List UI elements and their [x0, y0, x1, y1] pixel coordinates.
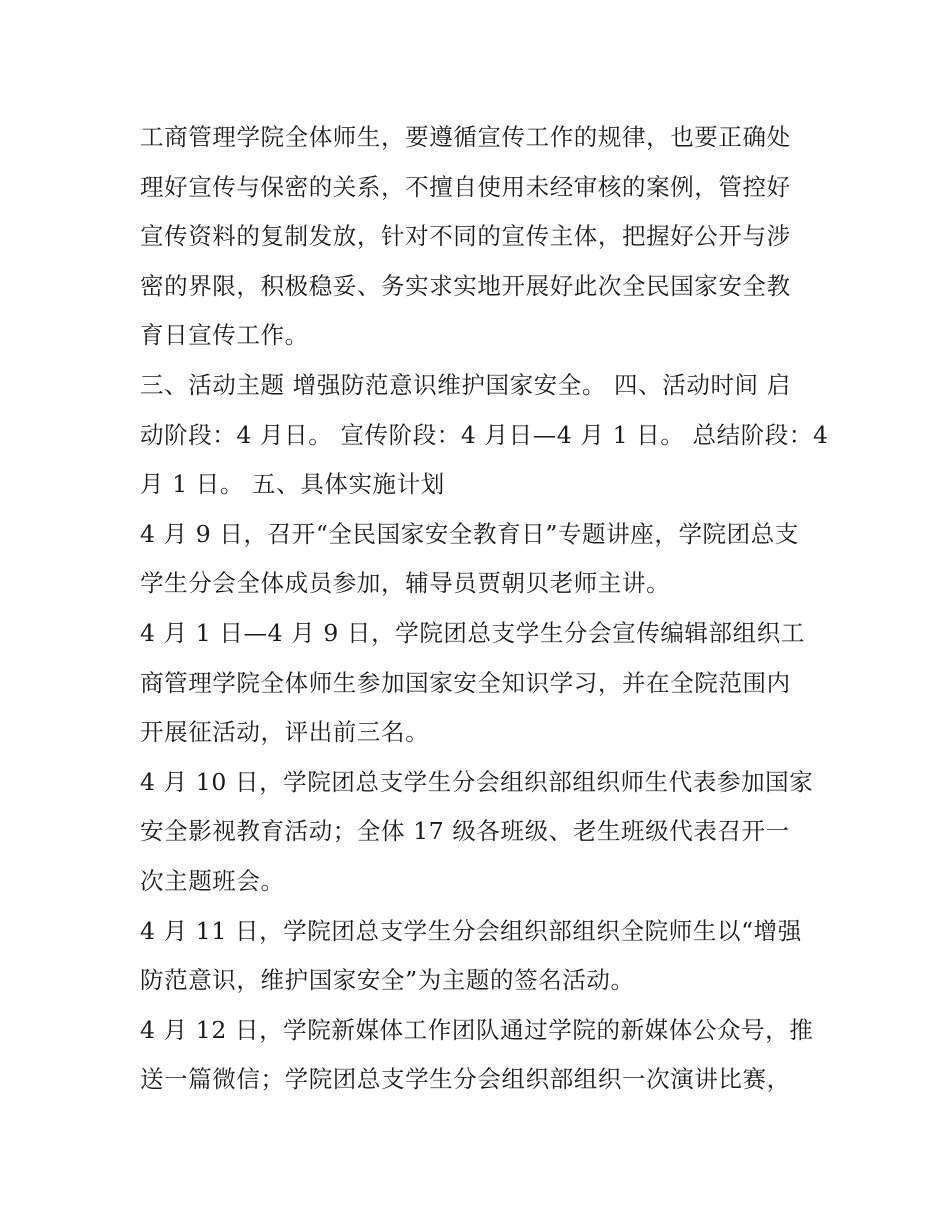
text-line: 开展征活动，评出前三名。: [140, 718, 430, 747]
text-line: 安全影视教育活动；全体 17 级各班级、老生班级代表召开一: [140, 817, 790, 846]
text-line: 4 月 12 日，学院新媒体工作团队通过学院的新媒体公众号，推: [140, 1015, 814, 1044]
text-line: 防范意识，维护国家安全”为主题的签名活动。: [140, 966, 635, 995]
section-heading-line: 三、活动主题 增强防范意识维护国家安全。 四、活动时间 启: [140, 370, 791, 399]
text-line: 4 月 10 日，学院团总支学生分会组织部组织师生代表参加国家: [140, 767, 814, 796]
text-line: 送一篇微信；学院团总支学生分会组织部组织一次演讲比赛，: [140, 1065, 791, 1094]
document-body: [140, 113, 829, 1105]
text-line: 4 月 9 日，召开“全民国家安全教育日”专题讲座，学院团总支: [140, 519, 799, 548]
text-line: 商管理学院全体师生参加国家安全知识学习，并在全院范围内: [140, 668, 791, 697]
text-line: 理好宣传与保密的关系，不擅自使用未经审核的案例，管控好: [140, 172, 791, 201]
section-heading-line: 月 1 日。 五、具体实施计划: [140, 470, 445, 499]
text-line: 工商管理学院全体师生，要遵循宣传工作的规律，也要正确处: [140, 123, 791, 151]
text-line: 4 月 11 日，学院团总支学生分会组织部组织全院师生以“增强: [140, 916, 802, 945]
text-line: 动阶段：4 月日。 宣传阶段：4 月日—4 月 1 日。 总结阶段：4: [140, 420, 829, 449]
text-line: 4 月 1 日—4 月 9 日，学院团总支学生分会宣传编辑部组织工: [140, 618, 805, 647]
text-line: 学生分会全体成员参加，辅导员贾朝贝老师主讲。: [140, 569, 671, 598]
text-line: 密的界限，积极稳妥、务实求实地开展好此次全民国家安全教: [140, 271, 791, 300]
text-line: 育日宣传工作。: [140, 321, 309, 350]
text-line: 次主题班会。: [140, 866, 285, 895]
text-line: 宣传资料的复制发放，针对不同的宣传主体，把握好公开与涉: [140, 222, 791, 251]
